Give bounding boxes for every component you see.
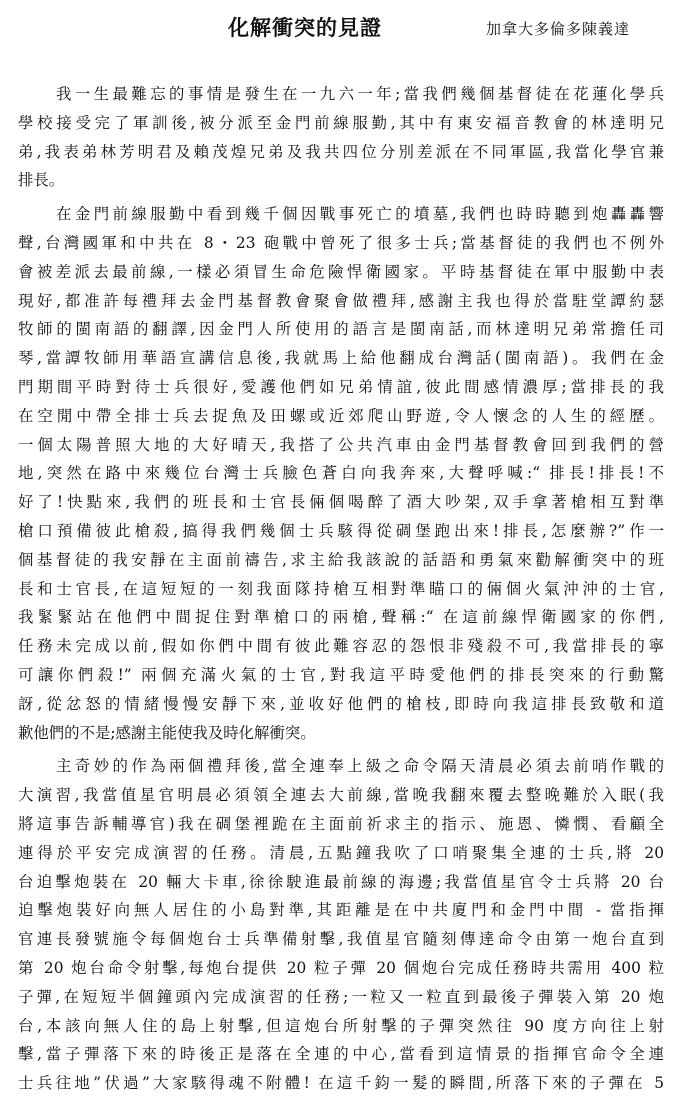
text-line: 槍口預備彼此槍殺,搞得我們幾個士兵駭得從碉堡跑出來!排長,怎麼辦?”作一 [18,521,664,540]
text-line: 牧師的閩南語的翻譯,因金門人所使用的語言是閩南話,而林達明兄弟常擔任司 [18,320,664,339]
text-line: 現好,都准許每禮拜去金門基督教會聚會做禮拜,感謝主我也得於當駐堂譚約瑟 [18,291,664,310]
text-line: 我一生最難忘的事情是發生在一九六一年;當我們幾個基督徒在花蓮化學兵 [56,85,664,103]
document-title: 化解衝突的見證 [228,15,382,40]
paragraph [18,200,664,747]
text-line: 長和士官長,在這短短的一刻我面隊持槍互相對準瞄口的倆個火氣沖沖的士官, [18,579,664,598]
text-line: 歉他們的不是;感謝主能使我及時化解衝突。 [18,723,316,742]
text-line: 在金門前線服勤中看到幾千個因戰事死亡的墳墓,我們也時時聽到炮轟轟響 [56,205,664,224]
text-line: 琴,當譚牧師用華語宣講信息後,我就馬上給他翻成台灣話(閩南語)。我們在金 [18,349,664,368]
text-line: 一個太陽普照大地的大好晴天,我搭了公共汽車由金門基督教會回到我們的營 [18,435,664,454]
text-line: 我緊緊站在他們中間捉住對準槍口的兩槍,聲稱:“ 在這前線悍衛國家的你們, [18,608,664,627]
text-line: 聲,台灣國軍和中共在 8・23 砲戰中曾死了很多士兵;當基督徒的我們也不例外 [18,233,664,252]
author-line: 加拿大多倫多陳義達 [486,20,631,38]
text-line: 門期間平時對待士兵很好,愛護他們如兄弟情誼,彼此間感情濃厚;當排長的我 [18,377,664,396]
text-line: 台,本該向無人住的島上射擊,但這炮台所射擊的子彈突然往 90 度方向往上射 [18,1016,664,1035]
text-line: 官連長發號施令每個炮台士兵準備射擊,我值星官隨刻傳達命令由第一炮台直到 [18,930,664,949]
document-body [18,80,664,1098]
text-line: 地,突然在路中來幾位台灣士兵臉色蒼白向我奔來,大聲呼喊:“ 排長!排長!不 [18,464,664,483]
text-line: 迫擊炮裝好向無人居住的小島對準,其距離是在中共廈門和金門中間 - 當指揮 [18,901,664,920]
text-line: 主奇妙的作為兩個禮拜後,當全連奉上級之命令隔天清晨必須去前哨作戰的 [56,757,664,776]
text-line: 會被差派去最前線,一樣必須冒生命危險悍衛國家。平時基督徒在軍中服勤中表 [18,262,664,281]
text-line: 可讓你們殺!” 兩個充滿火氣的士官,對我這平時愛他們的排長突來的行動驚 [18,665,664,684]
text-line: 個基督徒的我安靜在主面前禱告,求主給我該說的話語和勇氣來勸解衝突中的班 [18,550,664,569]
text-line: 好了!快點來,我們的班長和士官長倆個喝醉了酒大吵架,双手拿著槍相互對準 [18,493,664,512]
text-line: 台迫擊炮裝在 20 輛大卡車,徐徐駛進最前線的海邊;我當值星官令士兵將 20 台 [18,872,664,891]
text-line: 在空閒中帶全排士兵去捉魚及田螺或近郊爬山野遊,令人懷念的人生的經歷。 [18,406,664,425]
text-line: 任務未完成以前,假如你們中間有彼此難容忍的怨恨非殘殺不可,我當排長的寧 [18,637,664,656]
text-line: 學校接受完了軍訓後,被分派至金門前線服勤,其中有東安福音教會的林達明兄 [18,113,664,132]
text-line: 訝,從忿怒的情緒慢慢安靜下來,並收好他們的槍枝,即時向我這排長致敬和道 [18,694,664,713]
text-line: 排長。 [18,171,65,190]
text-line: 大演習,我當值星官明晨必須領全連去大前線,當晚我翻來覆去整晚難於入眠(我 [18,786,664,805]
paragraph [18,752,664,1098]
text-line: 連得於平安完成演習的任務。清晨,五點鐘我吹了口哨聚集全連的士兵,將 20 [18,843,664,862]
text-line: 士兵往地”伏過”大家駭得魂不附體! 在這千鈞一髮的瞬間,所落下來的子彈在 5 [18,1074,664,1093]
text-line: 擊,當子彈落下來的時後正是落在全連的中心,當看到這情景的指揮官命令全連 [18,1045,664,1064]
text-line: 弟,我表弟林芳明君及賴茂煌兄弟及我共四位分別差派在不同軍區,我當化學官兼 [18,142,664,161]
paragraph [18,80,664,195]
text-line: 第 20 炮台命令射擊,每炮台提供 20 粒子彈 20 個炮台完成任務時共需用 400 粒 [18,958,664,977]
text-line: 子彈,在短短半個鐘頭內完成演習的任務;一粒又一粒直到最後子彈裝入第 20 炮 [18,987,664,1006]
text-line: 將這事告訴輔導官)我在碉堡裡跪在主面前祈求主的指示、施恩、憐憫、看顧全 [18,814,664,833]
